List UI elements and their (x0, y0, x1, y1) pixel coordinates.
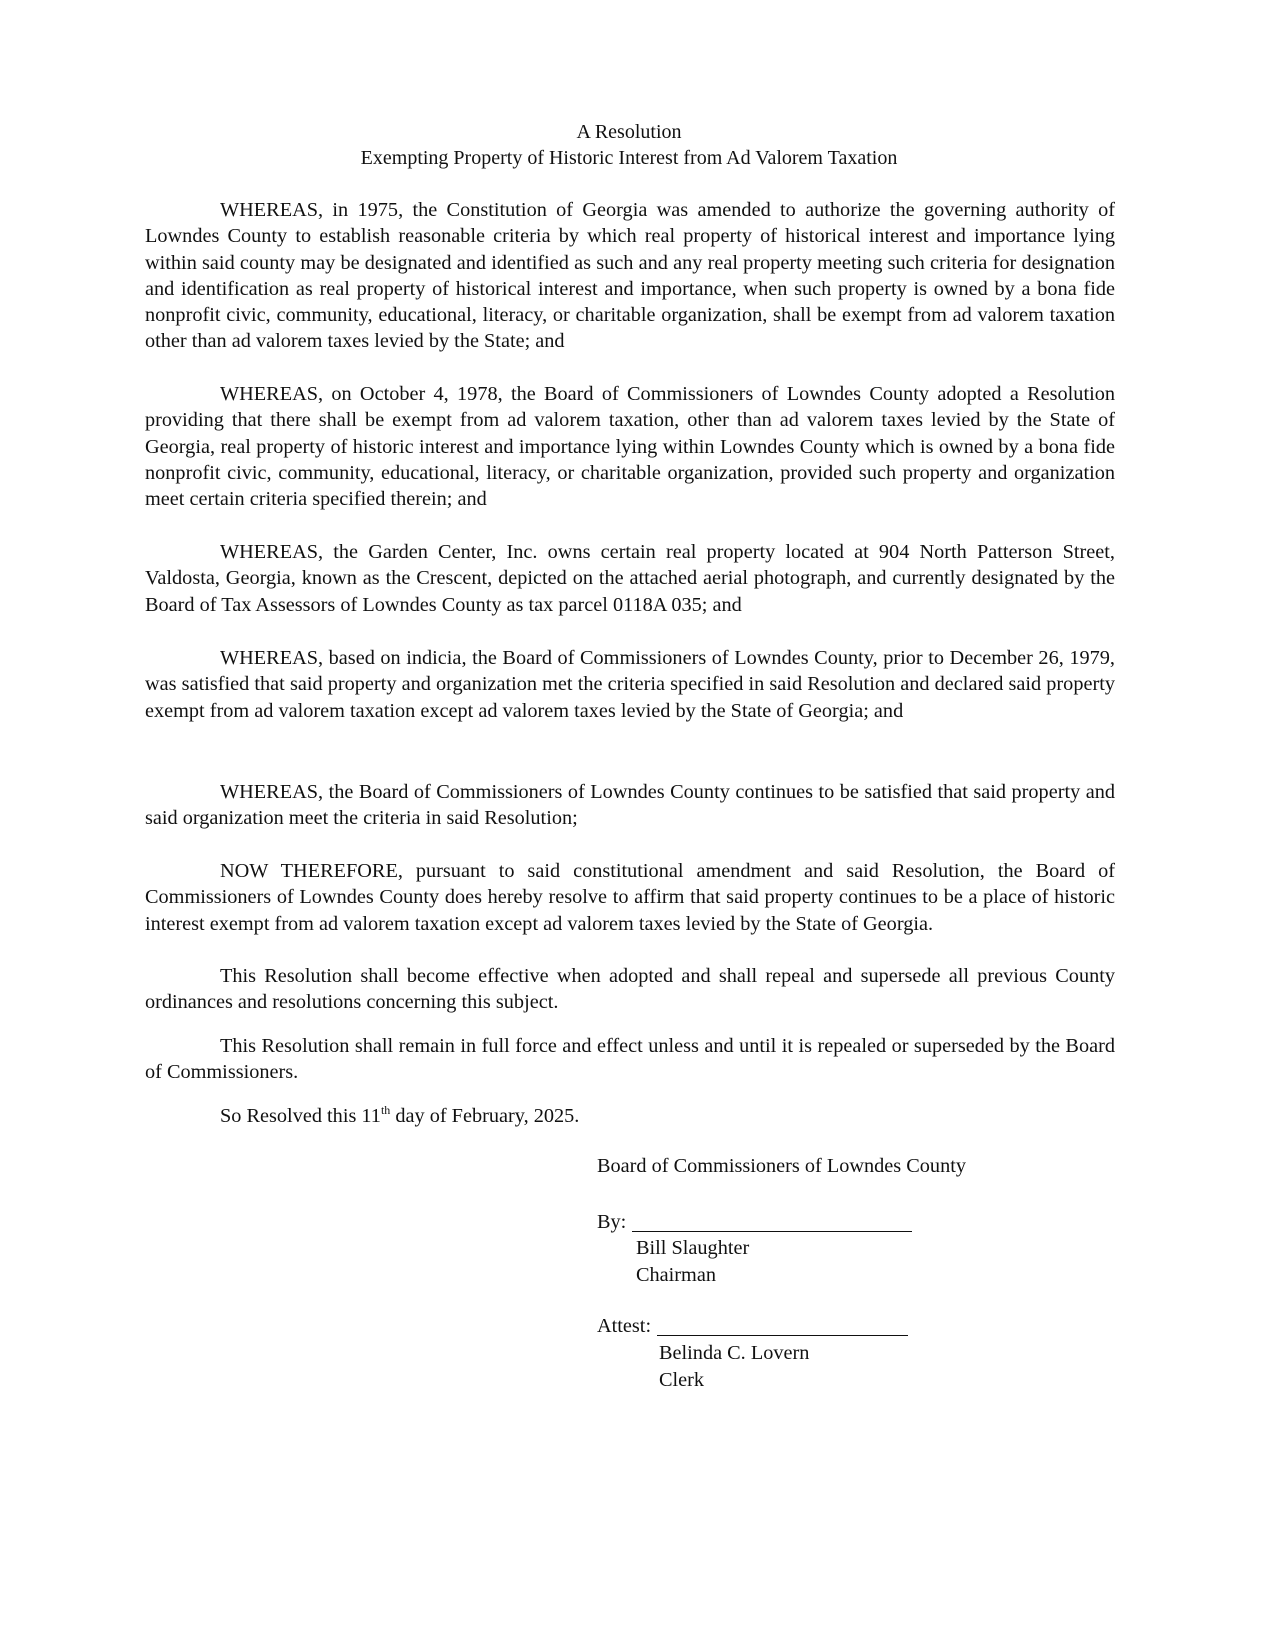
resolved-date-line (145, 1103, 1115, 1129)
chairman-signer (636, 1235, 749, 1288)
by-label: By: (597, 1211, 627, 1233)
chairman-name: Bill Slaughter (636, 1237, 750, 1259)
title-block (144, 119, 1114, 171)
clerk-signer (659, 1340, 809, 1393)
resolved-prefix: So Resolved this 11 (220, 1105, 381, 1127)
whereas-paragraph-1: WHEREAS, in 1975, the Constitution of Georgia was amended to authorize the governing authority of Lowndes County to establish reasonable criteria by which real property of historical interest and importance lying within said county may be designated and identified as such and any real property meeting such criteria for designation and identification as real property of historical interest and importance, when such property is owned by a bona fide nonprofit civic, community, educational, literacy, or charitable organization, shall be exempt from ad valorem taxation other than ad valorem taxes levied by the State; and (145, 199, 1115, 353)
whereas-paragraph-4: WHEREAS, based on indicia, the Board of Commissioners of Lowndes County, prior to December 26, 1979, was satisfied that said property and organization met the criteria specified in said Resolution and declared said property exempt from ad valorem taxation except ad valorem taxes levied by the State of Georgia; and (145, 647, 1115, 722)
effective-paragraph: This Resolution shall become effective when adopted and shall repeal and supersede all previous County ordinances and resolutions concerning this subject. (145, 965, 1115, 1014)
force-paragraph: This Resolution shall remain in full force and effect unless and until it is repealed or superseded by the Board of Commissioners. (145, 1035, 1115, 1084)
chairman-signature-row (597, 1209, 912, 1235)
clerk-signature-line (657, 1317, 908, 1336)
clerk-name: Belinda C. Lovern (659, 1342, 810, 1364)
clerk-title: Clerk (659, 1368, 705, 1391)
resolved-ordinal-suffix: th (380, 1103, 391, 1117)
now-therefore-paragraph: NOW THEREFORE, pursuant to said constitutional amendment and said Resolution, the Board of Commissioners of Lowndes County does hereby resolve to affirm that said property continues to be a place of historic interest exempt from ad valorem taxation except ad valorem taxes levied by the State of Georgia. (145, 860, 1115, 935)
chairman-signature-line (632, 1213, 912, 1232)
document-title: A Resolution (576, 121, 682, 143)
clerk-signature-row (597, 1313, 908, 1339)
attest-label: Attest: (597, 1315, 652, 1337)
document-subtitle: Exempting Property of Historic Interest from Ad Valorem Taxation (360, 147, 898, 169)
whereas-paragraph-2: WHEREAS, on October 4, 1978, the Board of Commissioners of Lowndes County adopted a Resolution providing that there shall be exempt from ad valorem taxation, other than ad valorem taxes levied by the State of Georgia, real property of historic interest and importance lying within Lowndes County which is owned by a bona fide nonprofit civic, community, educational, literacy, or charitable organization, provided such property and organization meet certain criteria specified therein; and (145, 383, 1115, 511)
chairman-title: Chairman (636, 1263, 716, 1286)
resolved-rest: day of February, 2025. (390, 1105, 580, 1127)
whereas-paragraph-5: WHEREAS, the Board of Commissioners of Lowndes County continues to be satisfied that said property and said organization meet the criteria in said Resolution; (145, 781, 1115, 830)
board-name: Board of Commissioners of Lowndes County (597, 1155, 966, 1177)
whereas-paragraph-3: WHEREAS, the Garden Center, Inc. owns certain real property located at 904 North Patterson Street, Valdosta, Georgia, known as the Crescent, depicted on the attached aerial photograph, and currently designated by the Board of Tax Assessors of Lowndes County as tax parcel 0118A 035; and (145, 541, 1115, 616)
